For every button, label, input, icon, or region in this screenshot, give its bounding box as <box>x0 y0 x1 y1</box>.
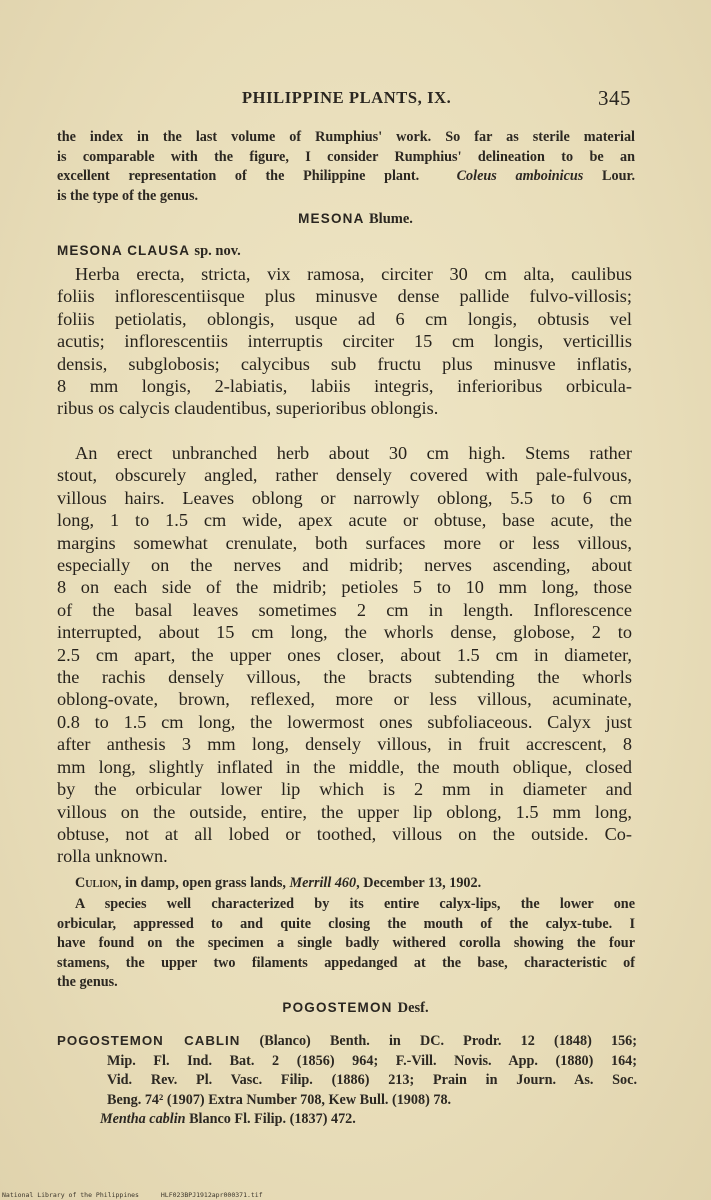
remarks-paragraph <box>57 895 635 993</box>
species-name: POGOSTEMON CABLIN <box>57 1033 241 1048</box>
citation-line: Vid. Rev. Pl. Vasc. Filip. (1886) 213; Prain in Journ. As. Soc. <box>107 1072 637 1088</box>
english-line: 8 on each side of the midrib; petioles 5 to 10 mm long, those <box>57 577 632 598</box>
genus-name: POGOSTEMON <box>282 1000 393 1015</box>
english-line: stout, obscurely angled, rather densely covered with pale-fulvous, <box>57 465 632 486</box>
taxon-author: Lour. <box>583 168 636 184</box>
genus-heading-mesona <box>0 211 711 228</box>
english-line: mm long, slightly inflated in the middle, the mouth oblique, closed <box>57 756 632 777</box>
intro-line-text: excellent representation of the Philippine plant. <box>57 168 420 184</box>
english-line: 0.8 to 1.5 cm long, the lowermost ones subfoliaceous. Calyx just <box>57 711 632 732</box>
remarks-line: have found on the specimen a single badly withered corolla showing the four <box>57 935 635 951</box>
english-line: margins somewhat crenulate, both surfaces more or less villous, <box>57 532 632 553</box>
latin-line: ribus os calycis claudentibus, superioribus oblongis. <box>57 398 439 419</box>
english-line: An erect unbranched herb about 30 cm high. Stems rather <box>75 443 632 463</box>
latin-line: 8 mm longis, 2-labiatis, labiis integris, inferioribus orbicula- <box>57 376 632 397</box>
pogostemon-cablin-entry <box>57 1031 637 1130</box>
locality-place: Culion <box>75 875 119 891</box>
english-line: interrupted, about 15 cm long, the whorls dense, globose, 2 to <box>57 622 632 643</box>
genus-author: Blume. <box>369 211 413 227</box>
remarks-line: A species well characterized by its entire calyx-lips, the lower one <box>75 896 635 912</box>
intro-line: the index in the last volume of Rumphius' work. So far as sterile material <box>57 129 635 145</box>
footer-library: National Library of the Philippines <box>2 1191 139 1199</box>
remarks-line: the genus. <box>57 974 118 990</box>
english-line: the rachis densely villous, the bracts subtending the whorls <box>57 667 632 688</box>
genus-heading-pogostemon <box>0 1000 711 1017</box>
citation-line: Beng. 74² (1907) Extra Number 708, Kew Bull. (1908) 78. <box>107 1091 452 1108</box>
intro-line <box>57 167 635 187</box>
specimen-locality <box>75 874 635 894</box>
english-line: rolla unknown. <box>57 846 168 867</box>
running-head <box>0 86 711 116</box>
species-name: MESONA CLAUSA <box>57 243 190 258</box>
intro-paragraph <box>57 128 635 206</box>
english-line: by the orbicular lower lip which is 2 mm in diameter and <box>57 779 632 800</box>
page-number: 345 <box>598 86 631 110</box>
latin-line: foliis inflorescentiisque plus minusve dense pallide fulvo-villosis; <box>57 286 632 307</box>
remarks-line: orbicular, appressed to and quite closing the mouth of the calyx-tube. I <box>57 915 635 932</box>
genus-name: MESONA <box>298 211 365 226</box>
latin-line: densis, subglobosis; calycibus sub fructu plus minusve inflatis, <box>57 353 632 374</box>
english-line: obtuse, not at all lobed or toothed, villous on the outside. Co- <box>57 823 632 844</box>
synonym-name: Mentha cablin <box>100 1111 186 1127</box>
english-line: villous on the outside, entire, the upper lip oblong, 1.5 mm long, <box>57 801 632 822</box>
remarks-line: stamens, the upper two filaments appedanged at the base, characteristic of <box>57 954 635 971</box>
english-line: oblong-ovate, brown, reflexed, more or less villous, acuminate, <box>57 689 632 710</box>
citation-line <box>57 1031 637 1052</box>
english-line: villous hairs. Leaves oblong or narrowly oblong, 5.5 to 6 cm <box>57 487 632 508</box>
footer-filename: HLF023BPJ1912apr000371.tif <box>160 1191 263 1199</box>
collection-date: , December 13, 1902. <box>356 875 482 891</box>
english-line: especially on the nerves and midrib; nerves ascending, about <box>57 555 632 576</box>
latin-line: Herba erecta, stricta, vix ramosa, circiter 30 cm alta, caulibus <box>75 264 632 284</box>
english-line: long, 1 to 1.5 cm wide, apex acute or obtuse, base acute, the <box>57 510 632 531</box>
latin-line: acutis; inflorescentiis interruptis circiter 15 cm longis, verticillis <box>57 331 632 352</box>
intro-line: is the type of the genus. <box>57 187 199 204</box>
running-head-title: PHILIPPINE PLANTS, IX. <box>242 88 452 107</box>
genus-author: Desf. <box>397 1000 429 1016</box>
english-line: 2.5 cm apart, the upper ones closer, about 1.5 cm in diameter, <box>57 644 632 665</box>
synonym-citation: Blanco Fl. Filip. (1837) 472. <box>185 1111 356 1127</box>
english-description <box>57 442 632 868</box>
latin-description <box>57 263 632 420</box>
scan-footer <box>2 1191 281 1199</box>
latin-line: foliis petiolatis, oblongis, usque ad 6 cm longis, obtusis vel <box>57 308 632 329</box>
species-heading-mesona-clausa <box>57 243 241 260</box>
collector-number: Merrill 460 <box>289 875 357 891</box>
english-line: of the basal leaves sometimes 2 cm in length. Inflorescence <box>57 599 632 620</box>
english-line: after anthesis 3 mm long, densely villous, in fruit accrescent, 8 <box>57 734 632 755</box>
species-note: sp. nov. <box>194 243 241 259</box>
taxon-name: Coleus amboinicus <box>456 168 584 184</box>
intro-line: is comparable with the figure, I consider Rumphius' delineation to be an <box>57 148 635 165</box>
citation-line: Mip. Fl. Ind. Bat. 2 (1856) 964; F.-Vill. Novis. App. (1880) 164; <box>107 1052 637 1069</box>
synonym-line <box>57 1110 637 1130</box>
locality-habitat: , in damp, open grass lands, <box>118 875 290 891</box>
citation-text: (Blanco) Benth. in DC. Prodr. 12 (1848) 156; <box>240 1033 637 1049</box>
